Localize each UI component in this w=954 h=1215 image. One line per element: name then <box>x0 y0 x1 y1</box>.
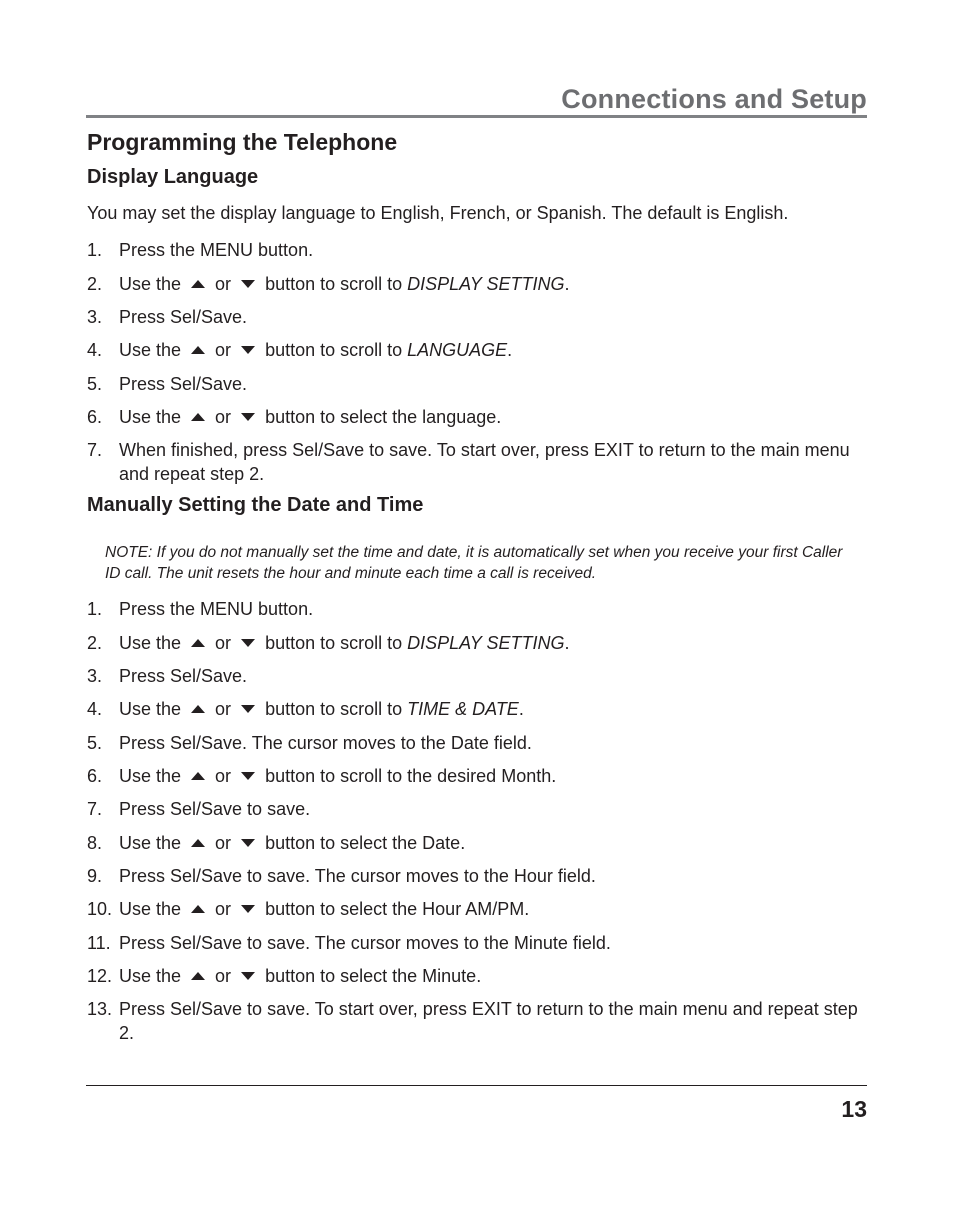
page-number: 13 <box>841 1096 867 1122</box>
note-text: NOTE: If you do not manually set the time and date, it is automatically set when you receive your first Caller ID call. The unit resets the hour and minute each time a call is received. <box>105 544 843 582</box>
step-number: 9. <box>87 866 103 886</box>
step-text-pre: Use the <box>119 407 182 427</box>
menu-option-name: DISPLAY SETTING <box>407 274 565 294</box>
step-number: 11. <box>87 933 111 953</box>
step-text-pre: Use the <box>119 833 182 853</box>
step-text <box>119 338 867 362</box>
step-number: 7. <box>87 799 103 819</box>
step-text: Press Sel/Save. <box>119 374 248 394</box>
down-arrow-icon <box>241 413 255 421</box>
header-rule <box>86 115 867 118</box>
step-text: Press Sel/Save to save. The cursor moves to the Minute field. <box>119 933 611 953</box>
down-arrow-icon <box>241 972 255 980</box>
step-text-tail: . <box>507 340 513 360</box>
up-arrow-icon <box>191 639 205 647</box>
step-number: 6. <box>87 766 103 786</box>
step-number: 8. <box>87 833 103 853</box>
menu-option-name: TIME & DATE <box>407 699 519 719</box>
down-arrow-icon <box>241 639 255 647</box>
up-arrow-icon <box>191 972 205 980</box>
step-text-pre: Use the <box>119 274 182 294</box>
step-text: Press the MENU button. <box>119 599 314 619</box>
step-text-or: or <box>215 699 232 719</box>
step-text-tail: . <box>564 274 570 294</box>
step-text <box>119 697 867 721</box>
step-text <box>119 272 867 296</box>
step-text <box>119 764 867 788</box>
step-number: 4. <box>87 699 103 719</box>
step-text-or: or <box>215 340 232 360</box>
step-text-or: or <box>215 407 232 427</box>
section-header-title: Connections and Setup <box>561 84 867 114</box>
step-text-pre: Use the <box>119 340 182 360</box>
step-text-tail: . <box>518 699 524 719</box>
step-text-post: button to scroll to <box>265 699 408 719</box>
down-arrow-icon <box>241 772 255 780</box>
down-arrow-icon <box>241 839 255 847</box>
step-text-post: button to select the Date. <box>265 833 466 853</box>
step-number: 1. <box>87 240 103 260</box>
up-arrow-icon <box>191 280 205 288</box>
step-number: 13. <box>87 999 113 1019</box>
up-arrow-icon <box>191 705 205 713</box>
step-text-post: button to scroll to <box>265 633 408 653</box>
step-number: 12. <box>87 966 113 986</box>
menu-option-name: DISPLAY SETTING <box>407 633 565 653</box>
down-arrow-icon <box>241 280 255 288</box>
step-text-post: button to scroll to <box>265 340 408 360</box>
up-arrow-icon <box>191 839 205 847</box>
step-number: 3. <box>87 666 103 686</box>
step-number: 2. <box>87 274 103 294</box>
down-arrow-icon <box>241 705 255 713</box>
step-text-or: or <box>215 966 232 986</box>
step-text: Press Sel/Save. The cursor moves to the Date field. <box>119 733 532 753</box>
step-text-pre: Use the <box>119 699 182 719</box>
up-arrow-icon <box>191 346 205 354</box>
page-title: Programming the Telephone <box>87 129 398 155</box>
footer-rule <box>86 1085 867 1086</box>
step-text-post: button to select the Minute. <box>265 966 482 986</box>
display-language-intro: You may set the display language to English, French, or Spanish. The default is English. <box>87 203 789 223</box>
date-time-heading: Manually Setting the Date and Time <box>87 494 424 516</box>
step-text-or: or <box>215 899 232 919</box>
up-arrow-icon <box>191 905 205 913</box>
step-text-or: or <box>215 766 232 786</box>
step-text-pre: Use the <box>119 899 182 919</box>
up-arrow-icon <box>191 772 205 780</box>
step-number: 7. <box>87 440 103 460</box>
down-arrow-icon <box>241 346 255 354</box>
step-text-or: or <box>215 833 232 853</box>
step-number: 4. <box>87 340 103 360</box>
step-number: 6. <box>87 407 103 427</box>
down-arrow-icon <box>241 905 255 913</box>
step-text <box>119 405 867 429</box>
step-text-post: button to select the Hour AM/PM. <box>265 899 530 919</box>
step-text-post: button to scroll to <box>265 274 408 294</box>
step-text-tail: . <box>564 633 570 653</box>
step-text <box>119 831 867 855</box>
step-text: When finished, press Sel/Save to save. To start over, press EXIT to return to the main menu and repeat step 2. <box>119 440 850 484</box>
menu-option-name: LANGUAGE <box>407 340 508 360</box>
step-number: 1. <box>87 599 103 619</box>
step-text: Press Sel/Save to save. The cursor moves to the Hour field. <box>119 866 596 886</box>
step-text: Press Sel/Save. <box>119 307 248 327</box>
step-text-or: or <box>215 633 232 653</box>
step-text: Press Sel/Save. <box>119 666 248 686</box>
step-number: 2. <box>87 633 103 653</box>
step-text <box>119 897 867 921</box>
step-number: 5. <box>87 733 103 753</box>
display-language-heading: Display Language <box>87 166 259 188</box>
step-text: Press the MENU button. <box>119 240 314 260</box>
step-text-post: button to select the language. <box>265 407 502 427</box>
step-text-pre: Use the <box>119 966 182 986</box>
step-text <box>119 964 867 988</box>
up-arrow-icon <box>191 413 205 421</box>
step-text-pre: Use the <box>119 633 182 653</box>
step-text-or: or <box>215 274 232 294</box>
step-text: Press Sel/Save to save. To start over, press EXIT to return to the main menu and repeat step 2. <box>119 999 858 1043</box>
step-number: 10. <box>87 899 113 919</box>
step-text-post: button to scroll to the desired Month. <box>265 766 557 786</box>
step-number: 5. <box>87 374 103 394</box>
step-number: 3. <box>87 307 103 327</box>
step-text: Press Sel/Save to save. <box>119 799 311 819</box>
step-text-pre: Use the <box>119 766 182 786</box>
step-text <box>119 631 867 655</box>
